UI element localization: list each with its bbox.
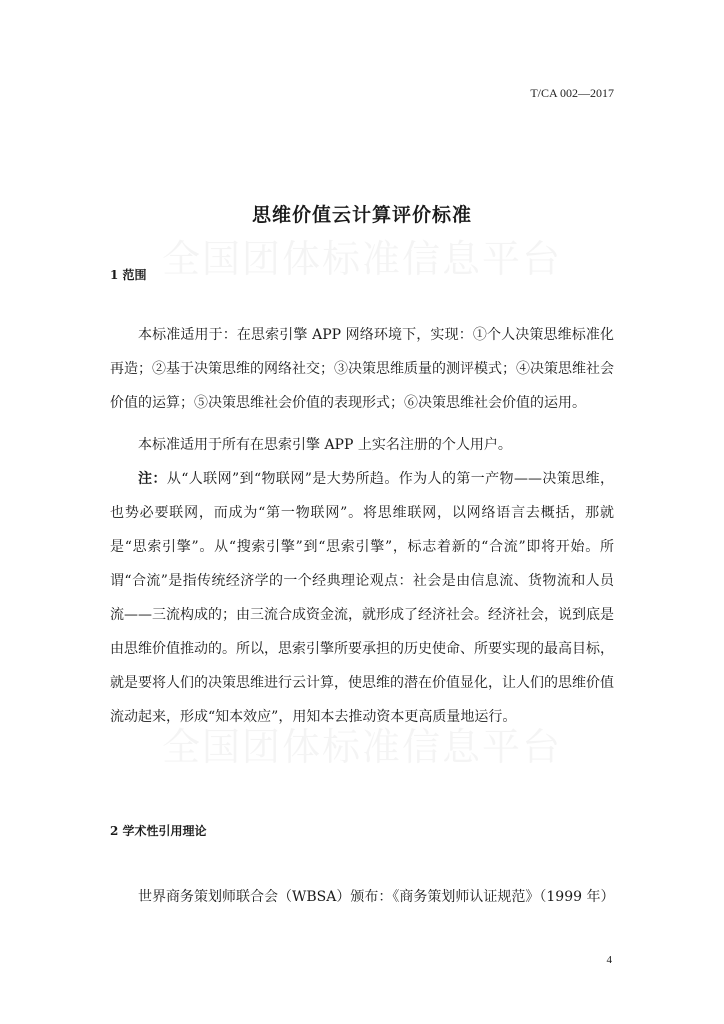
note-label: 注： bbox=[138, 471, 167, 487]
document-title: 思维价值云计算评价标准 bbox=[251, 204, 472, 226]
references-paragraph: 世界商务策划师联合会（WBSA）颁布：《商务策划师认证规范》（1999 年） bbox=[138, 889, 615, 905]
section-heading-references: 2 学术性引用理论 bbox=[110, 824, 207, 838]
document-code: T/CA 002—2017 bbox=[530, 86, 614, 100]
scope-paragraph-users: 本标准适用于所有在思索引擎 APP 上实名注册的个人用户。 bbox=[138, 437, 512, 453]
watermark-bottom: 全国团体标准信息平台 bbox=[161, 725, 562, 769]
note-text: 从“人联网”到“物联网”是大势所趋。作为人的第一产物——决策思维，也势必要联网，而成为“第一物联网”。将思维联网，以网络语言去概括，那就是“思索引擎”。从“搜索引擎”到“思索引擎”，标志着新的“合流”即将开始。所谓“合流”是指传统经济学的一个经典理论观点：社会是由信息流、货物流和人员流——三流构成的；由三流合成资金流，就形成了经济社会。经济社会，说到底是由思维价值推动的。所以，思索引擎所要承担的历史使命、所要实现的最高目标，就是要将人们的决策思维进行云计算，使思维的潜在价值显化，让人们的思维价值流动起来，形成“知本效应”，用知本去推动资本更高质量地运行。 bbox=[110, 471, 614, 725]
watermark-top: 全国团体标准信息平台 bbox=[161, 237, 562, 281]
section-heading-scope: 1 范围 bbox=[110, 268, 147, 282]
scope-paragraph-applicability: 本标准适用于：在思索引擎 APP 网络环境下，实现：①个人决策思维标准化再造；②基于决策思维的网络社交；③决策思维质量的测评模式；④决策思维社会价值的运算；⑤决策思维社会价值的表现形式；⑥决策思维社会价值的运用。 bbox=[110, 327, 614, 411]
scope-note bbox=[110, 462, 614, 734]
page-number: 4 bbox=[606, 954, 612, 966]
